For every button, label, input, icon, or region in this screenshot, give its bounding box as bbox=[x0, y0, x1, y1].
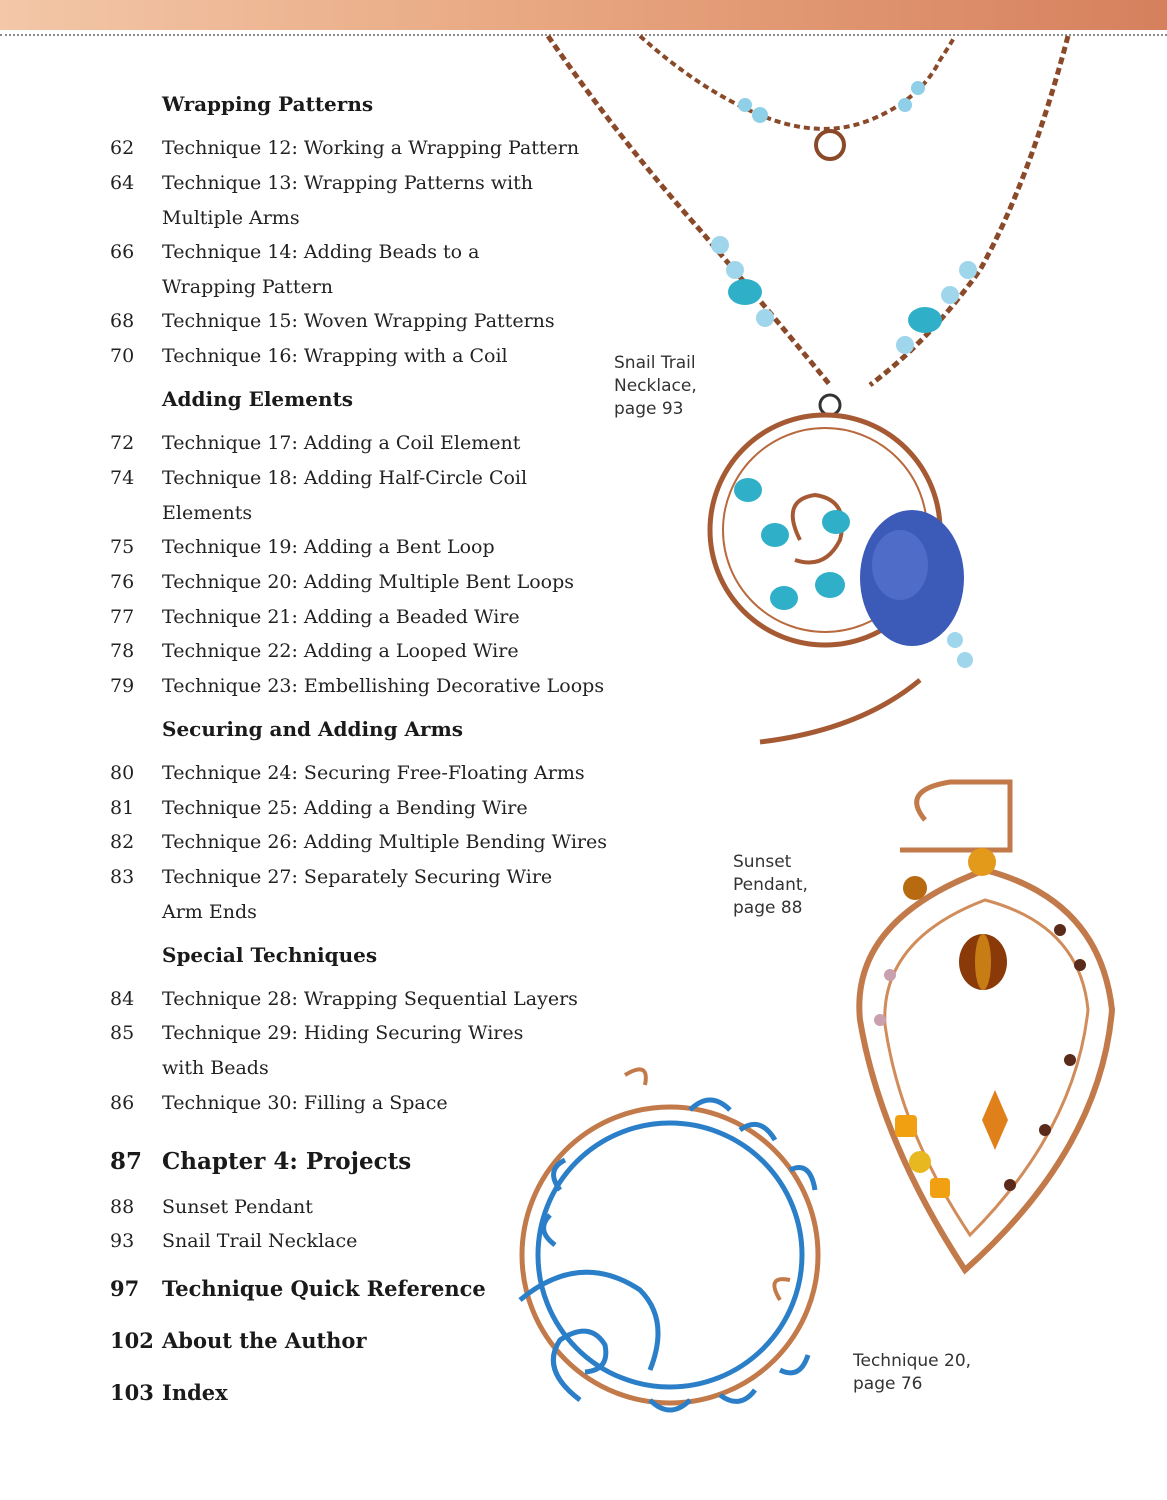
toc-page-number: 66 bbox=[110, 241, 135, 263]
toc-page-number: 70 bbox=[110, 345, 135, 367]
toc-back-matter-title[interactable]: About the Author bbox=[162, 1328, 367, 1353]
toc-page-number: 97 bbox=[110, 1276, 140, 1301]
toc-title-continued: Elements bbox=[162, 501, 253, 524]
toc-title: Technique 19: Adding a Bent Loop bbox=[162, 536, 495, 558]
toc-title: Technique 23: Embellishing Decorative Loops bbox=[162, 675, 605, 697]
caption-line: page 93 bbox=[614, 399, 684, 419]
toc-page-number: 64 bbox=[110, 172, 135, 194]
toc-page-number: 68 bbox=[110, 310, 135, 332]
toc-title: Technique 25: Adding a Bending Wire bbox=[162, 797, 528, 819]
toc-page-number: 85 bbox=[110, 1022, 135, 1044]
toc-title: Technique 12: Working a Wrapping Pattern bbox=[162, 137, 580, 159]
toc-page-number: 75 bbox=[110, 536, 135, 558]
toc-title-continued: Arm Ends bbox=[162, 900, 257, 923]
section-heading: Special Techniques bbox=[162, 943, 378, 967]
toc-page-number: 84 bbox=[110, 988, 135, 1010]
toc-title-continued: Wrapping Pattern bbox=[162, 275, 334, 298]
caption-line: page 88 bbox=[733, 898, 803, 918]
toc-page-number: 88 bbox=[110, 1196, 135, 1218]
caption-technique-20 bbox=[853, 1350, 971, 1396]
section-heading: Adding Elements bbox=[162, 387, 354, 411]
toc-title: Sunset Pendant bbox=[162, 1196, 313, 1218]
toc-back-matter-title[interactable]: Technique Quick Reference bbox=[162, 1276, 486, 1301]
toc-page-number: 74 bbox=[110, 467, 135, 489]
caption-sunset-pendant bbox=[733, 851, 808, 920]
caption-line: Pendant, bbox=[733, 875, 808, 895]
caption-line: Technique 20, bbox=[853, 1351, 972, 1371]
toc-page-number: 79 bbox=[110, 675, 135, 697]
toc-page-number: 77 bbox=[110, 606, 135, 628]
toc-title: Technique 21: Adding a Beaded Wire bbox=[162, 606, 520, 628]
toc-title-continued: Multiple Arms bbox=[162, 206, 300, 229]
toc-title: Technique 18: Adding Half-Circle Coil bbox=[162, 467, 528, 489]
caption-line: page 76 bbox=[853, 1374, 923, 1394]
toc-title: Technique 29: Hiding Securing Wires bbox=[162, 1022, 524, 1044]
toc-title: Technique 24: Securing Free-Floating Arms bbox=[162, 762, 585, 784]
toc-title: Technique 14: Adding Beads to a bbox=[162, 241, 480, 263]
section-heading: Securing and Adding Arms bbox=[162, 717, 464, 741]
toc-back-matter-title[interactable]: Index bbox=[162, 1380, 228, 1405]
toc-title: Technique 17: Adding a Coil Element bbox=[162, 432, 521, 454]
caption-line: Sunset bbox=[733, 852, 792, 872]
section-heading: Wrapping Patterns bbox=[162, 92, 374, 116]
toc-title: Technique 22: Adding a Looped Wire bbox=[162, 640, 519, 662]
toc-page-number: 82 bbox=[110, 831, 135, 853]
toc-page-number: 72 bbox=[110, 432, 135, 454]
toc-page-number: 102 bbox=[110, 1328, 154, 1353]
chapter-page-number: 87 bbox=[110, 1148, 143, 1175]
toc-page-number: 86 bbox=[110, 1092, 135, 1114]
toc-title: Technique 16: Wrapping with a Coil bbox=[162, 345, 508, 367]
toc-title: Technique 13: Wrapping Patterns with bbox=[162, 172, 533, 194]
toc-page-number: 76 bbox=[110, 571, 135, 593]
caption-line: Snail Trail bbox=[614, 353, 696, 373]
toc-page-number: 93 bbox=[110, 1230, 135, 1252]
caption-line: Necklace, bbox=[614, 376, 697, 396]
toc-title: Technique 30: Filling a Space bbox=[162, 1092, 448, 1114]
toc-title: Technique 28: Wrapping Sequential Layers bbox=[162, 988, 578, 1010]
toc-title: Technique 26: Adding Multiple Bending Wires bbox=[162, 831, 607, 853]
toc-page-number: 83 bbox=[110, 866, 135, 888]
toc-page-number: 81 bbox=[110, 797, 135, 819]
toc-title: Technique 27: Separately Securing Wire bbox=[162, 866, 553, 888]
toc-page-number: 80 bbox=[110, 762, 135, 784]
toc-title-continued: with Beads bbox=[162, 1056, 269, 1079]
caption-snail-trail-necklace bbox=[614, 352, 697, 421]
toc-title: Snail Trail Necklace bbox=[162, 1230, 358, 1252]
toc-title: Technique 15: Woven Wrapping Patterns bbox=[162, 310, 555, 332]
table-of-contents bbox=[110, 0, 610, 1500]
toc-page-number: 103 bbox=[110, 1380, 154, 1405]
sunset-pendant-image bbox=[859, 782, 1112, 1270]
toc-page-number: 62 bbox=[110, 137, 135, 159]
toc-page-number: 78 bbox=[110, 640, 135, 662]
toc-title: Technique 20: Adding Multiple Bent Loops bbox=[162, 571, 575, 593]
chapter-title[interactable]: Chapter 4: Projects bbox=[162, 1148, 412, 1175]
